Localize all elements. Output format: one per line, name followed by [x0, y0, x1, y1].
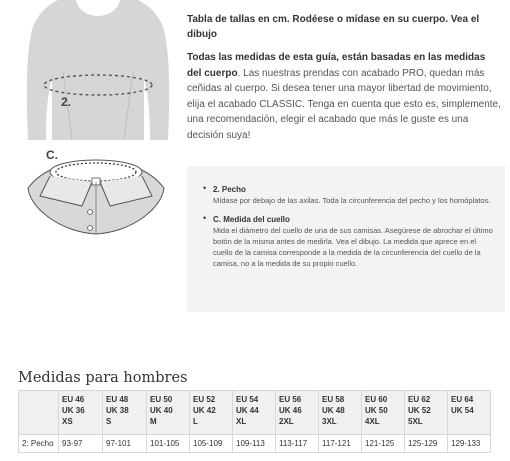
table-header-cell: EU 54 UK 44 XL — [233, 391, 276, 435]
torso-illustration — [18, 0, 178, 145]
table-cell: 93-97 — [59, 435, 103, 453]
table-cell: 101-105 — [147, 435, 190, 453]
guide-item-title: • 2. Pecho — [213, 185, 246, 194]
torso-label: 2. — [61, 95, 72, 109]
guide-item-text: Mida el diámetro del cuello de una de sus camisas. Asegúrese de abrochar el último botón de la misma antes de medirla. Vea el dibujo. La medida que aprece en el cuello de la camisa corresponde a la medida de la circunferencia del cuello de la camisa, no a la medida de su propio cuello. — [213, 226, 493, 268]
table-cell: 97-101 — [103, 435, 147, 453]
table-header-cell: EU 62 UK 52 5XL — [405, 391, 448, 435]
table-row-label: 2: Pecho — [19, 435, 59, 453]
intro-body — [187, 50, 502, 143]
men-size-table — [18, 390, 491, 453]
table-cell: 121-125 — [362, 435, 405, 453]
table-cell: 125-129 — [405, 435, 448, 453]
torso-figure-icon — [18, 0, 178, 145]
guide-item-text: Mídase por debajo de las axilas. Toda la circunferencia del pecho y los homóplatos. — [213, 196, 491, 205]
table-cell: 129-133 — [448, 435, 491, 453]
table-cell: 117-121 — [319, 435, 362, 453]
intro-body-bold: Todas las medidas de esta guía, están basadas en las medidas del cuerpo — [187, 52, 486, 79]
table-header-cell: EU 46 UK 36 XS — [59, 391, 103, 435]
table-header-cell: EU 52 UK 42 L — [190, 391, 233, 435]
table-header-corner — [19, 391, 59, 435]
collar-label: C. — [46, 148, 58, 162]
table-cell: 109-113 — [233, 435, 276, 453]
men-table-title: Medidas para hombres — [18, 370, 188, 386]
intro-title: Tabla de tallas en cm. Rodéese o mídase en su cuerpo. Vea el dibujo — [187, 14, 480, 40]
table-header-cell: EU 50 UK 40 M — [147, 391, 190, 435]
guide-item-title: • C. Medida del cuello — [213, 215, 290, 224]
guide-item-neck — [201, 214, 493, 269]
table-cell: 113-117 — [276, 435, 319, 453]
table-header-cell: EU 64 UK 54 — [448, 391, 491, 435]
table-header-cell: EU 56 UK 46 2XL — [276, 391, 319, 435]
table-header-row — [19, 391, 491, 435]
collar-illustration — [20, 148, 172, 238]
table-header-cell: EU 48 UK 38 S — [103, 391, 147, 435]
table-header-cell: EU 58 UK 48 3XL — [319, 391, 362, 435]
table-cell: 105-109 — [190, 435, 233, 453]
shirt-collar-icon — [20, 148, 172, 238]
intro-section — [187, 12, 502, 143]
measurement-guide — [187, 166, 505, 312]
guide-item-chest — [201, 184, 493, 206]
table-row — [19, 435, 491, 453]
intro-body-rest: . Las nuestras prendas con acabado PRO, quedan más ceñidas al cuerpo. Si desea tener una mayor libertad de movimiento, elija el acabado CLASSIC. Tenga en cuenta que esto es, simplemente, una recomendación, elegir el acabado que más le guste es una decisión suya! — [187, 67, 501, 141]
table-header-cell: EU 60 UK 50 4XL — [362, 391, 405, 435]
